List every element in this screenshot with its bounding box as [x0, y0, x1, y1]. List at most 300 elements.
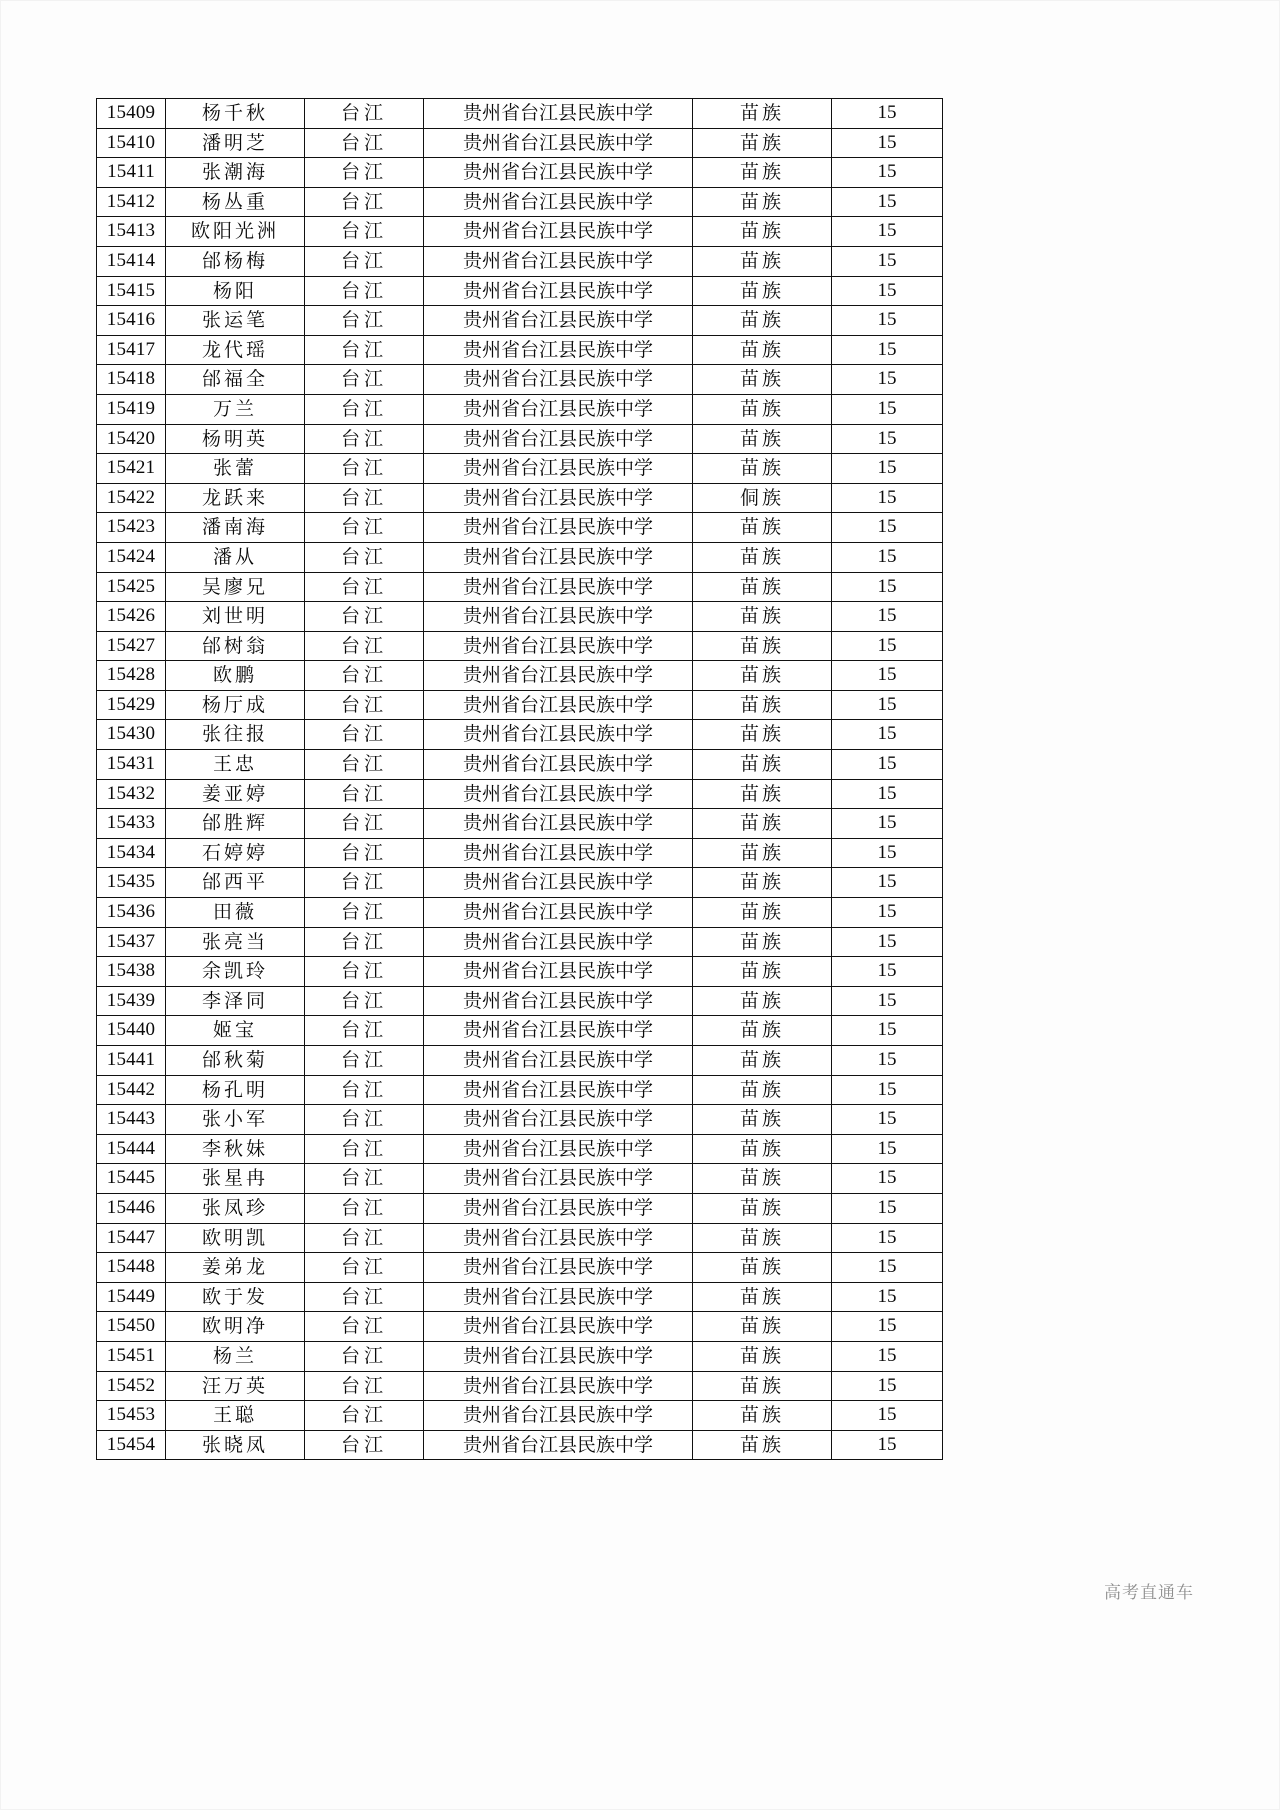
- cell-school: 贵州省台江县民族中学: [424, 779, 693, 809]
- cell-candidate-name: 吴廖兄: [166, 572, 305, 602]
- cell-bonus-score: 15: [832, 365, 943, 395]
- cell-ethnicity: 苗族: [693, 1134, 832, 1164]
- cell-school: 贵州省台江县民族中学: [424, 602, 693, 632]
- cell-county: 台江: [305, 1282, 424, 1312]
- roster-table: [96, 98, 943, 1460]
- table-row: [97, 1401, 943, 1431]
- cell-county: 台江: [305, 306, 424, 336]
- cell-bonus-score: 15: [832, 306, 943, 336]
- cell-bonus-score: 15: [832, 1312, 943, 1342]
- cell-candidate-id: 15440: [97, 1016, 166, 1046]
- cell-bonus-score: 15: [832, 335, 943, 365]
- cell-county: 台江: [305, 809, 424, 839]
- cell-bonus-score: 15: [832, 1134, 943, 1164]
- cell-ethnicity: 苗族: [693, 365, 832, 395]
- cell-candidate-id: 15431: [97, 750, 166, 780]
- cell-bonus-score: 15: [832, 276, 943, 306]
- cell-school: 贵州省台江县民族中学: [424, 838, 693, 868]
- cell-candidate-name: 邰杨梅: [166, 246, 305, 276]
- cell-school: 贵州省台江县民族中学: [424, 158, 693, 188]
- cell-candidate-id: 15414: [97, 246, 166, 276]
- cell-county: 台江: [305, 99, 424, 129]
- cell-county: 台江: [305, 1164, 424, 1194]
- cell-school: 贵州省台江县民族中学: [424, 1075, 693, 1105]
- table-row: [97, 1312, 943, 1342]
- cell-ethnicity: 苗族: [693, 927, 832, 957]
- cell-candidate-id: 15436: [97, 898, 166, 928]
- cell-candidate-name: 张运笔: [166, 306, 305, 336]
- cell-school: 贵州省台江县民族中学: [424, 394, 693, 424]
- cell-candidate-id: 15438: [97, 957, 166, 987]
- cell-candidate-id: 15434: [97, 838, 166, 868]
- cell-county: 台江: [305, 394, 424, 424]
- cell-candidate-id: 15413: [97, 217, 166, 247]
- table-row: [97, 1105, 943, 1135]
- table-row: [97, 1371, 943, 1401]
- cell-ethnicity: 苗族: [693, 454, 832, 484]
- cell-ethnicity: 苗族: [693, 424, 832, 454]
- cell-school: 贵州省台江县民族中学: [424, 454, 693, 484]
- cell-candidate-name: 邰西平: [166, 868, 305, 898]
- cell-ethnicity: 苗族: [693, 217, 832, 247]
- watermark-label: 高考直通车: [1104, 1583, 1194, 1603]
- cell-bonus-score: 15: [832, 690, 943, 720]
- table-row: [97, 335, 943, 365]
- table-row: [97, 779, 943, 809]
- cell-school: 贵州省台江县民族中学: [424, 927, 693, 957]
- cell-candidate-id: 15443: [97, 1105, 166, 1135]
- cell-school: 贵州省台江县民族中学: [424, 661, 693, 691]
- cell-ethnicity: 苗族: [693, 1223, 832, 1253]
- cell-county: 台江: [305, 217, 424, 247]
- roster-table-container: [96, 98, 936, 1460]
- cell-candidate-id: 15420: [97, 424, 166, 454]
- cell-bonus-score: 15: [832, 1430, 943, 1460]
- cell-bonus-score: 15: [832, 1253, 943, 1283]
- table-row: [97, 128, 943, 158]
- table-row: [97, 1016, 943, 1046]
- table-row: [97, 631, 943, 661]
- cell-county: 台江: [305, 602, 424, 632]
- table-row: [97, 809, 943, 839]
- cell-candidate-name: 潘明芝: [166, 128, 305, 158]
- cell-candidate-name: 张蕾: [166, 454, 305, 484]
- cell-ethnicity: 苗族: [693, 898, 832, 928]
- table-row: [97, 1046, 943, 1076]
- cell-candidate-name: 张亮当: [166, 927, 305, 957]
- cell-county: 台江: [305, 424, 424, 454]
- cell-school: 贵州省台江县民族中学: [424, 424, 693, 454]
- cell-ethnicity: 苗族: [693, 868, 832, 898]
- table-row: [97, 246, 943, 276]
- table-row: [97, 217, 943, 247]
- cell-candidate-name: 杨厅成: [166, 690, 305, 720]
- table-row: [97, 957, 943, 987]
- cell-bonus-score: 15: [832, 158, 943, 188]
- cell-candidate-id: 15439: [97, 986, 166, 1016]
- table-row: [97, 690, 943, 720]
- cell-county: 台江: [305, 898, 424, 928]
- cell-bonus-score: 15: [832, 661, 943, 691]
- cell-candidate-id: 15425: [97, 572, 166, 602]
- cell-candidate-id: 15444: [97, 1134, 166, 1164]
- cell-county: 台江: [305, 365, 424, 395]
- cell-school: 贵州省台江县民族中学: [424, 750, 693, 780]
- cell-ethnicity: 苗族: [693, 1341, 832, 1371]
- table-row: [97, 927, 943, 957]
- cell-ethnicity: 苗族: [693, 1105, 832, 1135]
- table-row: [97, 454, 943, 484]
- cell-candidate-name: 杨阳: [166, 276, 305, 306]
- cell-school: 贵州省台江县民族中学: [424, 690, 693, 720]
- cell-bonus-score: 15: [832, 394, 943, 424]
- cell-county: 台江: [305, 246, 424, 276]
- cell-candidate-name: 田薇: [166, 898, 305, 928]
- cell-candidate-id: 15441: [97, 1046, 166, 1076]
- table-row: [97, 513, 943, 543]
- cell-candidate-name: 张晓凤: [166, 1430, 305, 1460]
- cell-candidate-id: 15453: [97, 1401, 166, 1431]
- cell-school: 贵州省台江县民族中学: [424, 1430, 693, 1460]
- cell-county: 台江: [305, 986, 424, 1016]
- cell-school: 贵州省台江县民族中学: [424, 1341, 693, 1371]
- cell-ethnicity: 苗族: [693, 187, 832, 217]
- table-row: [97, 99, 943, 129]
- cell-candidate-id: 15437: [97, 927, 166, 957]
- cell-county: 台江: [305, 128, 424, 158]
- table-row: [97, 306, 943, 336]
- cell-candidate-id: 15433: [97, 809, 166, 839]
- cell-candidate-name: 邰树翁: [166, 631, 305, 661]
- cell-bonus-score: 15: [832, 779, 943, 809]
- cell-ethnicity: 苗族: [693, 394, 832, 424]
- cell-school: 贵州省台江县民族中学: [424, 1193, 693, 1223]
- cell-bonus-score: 15: [832, 1371, 943, 1401]
- cell-bonus-score: 15: [832, 542, 943, 572]
- cell-school: 贵州省台江县民族中学: [424, 868, 693, 898]
- cell-ethnicity: 苗族: [693, 957, 832, 987]
- cell-county: 台江: [305, 779, 424, 809]
- cell-school: 贵州省台江县民族中学: [424, 246, 693, 276]
- cell-bonus-score: 15: [832, 1282, 943, 1312]
- cell-county: 台江: [305, 276, 424, 306]
- cell-candidate-id: 15415: [97, 276, 166, 306]
- cell-school: 贵州省台江县民族中学: [424, 572, 693, 602]
- table-row: [97, 187, 943, 217]
- cell-school: 贵州省台江县民族中学: [424, 1134, 693, 1164]
- cell-candidate-name: 姜弟龙: [166, 1253, 305, 1283]
- cell-candidate-name: 张凤珍: [166, 1193, 305, 1223]
- cell-bonus-score: 15: [832, 246, 943, 276]
- cell-county: 台江: [305, 1046, 424, 1076]
- cell-ethnicity: 苗族: [693, 1401, 832, 1431]
- cell-school: 贵州省台江县民族中学: [424, 542, 693, 572]
- cell-candidate-id: 15428: [97, 661, 166, 691]
- cell-ethnicity: 苗族: [693, 1253, 832, 1283]
- cell-bonus-score: 15: [832, 1075, 943, 1105]
- cell-ethnicity: 苗族: [693, 158, 832, 188]
- table-row: [97, 1075, 943, 1105]
- cell-ethnicity: 苗族: [693, 513, 832, 543]
- table-row: [97, 1282, 943, 1312]
- cell-county: 台江: [305, 868, 424, 898]
- cell-candidate-name: 龙代瑶: [166, 335, 305, 365]
- cell-county: 台江: [305, 957, 424, 987]
- cell-school: 贵州省台江县民族中学: [424, 217, 693, 247]
- cell-county: 台江: [305, 572, 424, 602]
- cell-ethnicity: 苗族: [693, 335, 832, 365]
- cell-candidate-id: 15427: [97, 631, 166, 661]
- cell-candidate-id: 15410: [97, 128, 166, 158]
- cell-candidate-name: 余凯玲: [166, 957, 305, 987]
- cell-candidate-name: 张小军: [166, 1105, 305, 1135]
- cell-county: 台江: [305, 187, 424, 217]
- cell-bonus-score: 15: [832, 1223, 943, 1253]
- cell-school: 贵州省台江县民族中学: [424, 365, 693, 395]
- table-row: [97, 1341, 943, 1371]
- cell-candidate-name: 潘从: [166, 542, 305, 572]
- cell-bonus-score: 15: [832, 927, 943, 957]
- cell-candidate-name: 刘世明: [166, 602, 305, 632]
- table-row: [97, 394, 943, 424]
- cell-bonus-score: 15: [832, 128, 943, 158]
- cell-county: 台江: [305, 1341, 424, 1371]
- cell-ethnicity: 苗族: [693, 1371, 832, 1401]
- cell-candidate-name: 张潮海: [166, 158, 305, 188]
- cell-school: 贵州省台江县民族中学: [424, 1223, 693, 1253]
- cell-candidate-id: 15411: [97, 158, 166, 188]
- cell-ethnicity: 苗族: [693, 99, 832, 129]
- table-row: [97, 1193, 943, 1223]
- cell-ethnicity: 苗族: [693, 1282, 832, 1312]
- cell-county: 台江: [305, 1134, 424, 1164]
- cell-bonus-score: 15: [832, 1016, 943, 1046]
- cell-candidate-id: 15423: [97, 513, 166, 543]
- cell-candidate-id: 15409: [97, 99, 166, 129]
- cell-county: 台江: [305, 335, 424, 365]
- cell-school: 贵州省台江县民族中学: [424, 513, 693, 543]
- cell-school: 贵州省台江县民族中学: [424, 1253, 693, 1283]
- cell-candidate-id: 15448: [97, 1253, 166, 1283]
- cell-county: 台江: [305, 1312, 424, 1342]
- cell-candidate-name: 杨丛重: [166, 187, 305, 217]
- cell-county: 台江: [305, 1253, 424, 1283]
- cell-bonus-score: 15: [832, 217, 943, 247]
- cell-bonus-score: 15: [832, 750, 943, 780]
- table-row: [97, 276, 943, 306]
- cell-ethnicity: 苗族: [693, 246, 832, 276]
- cell-candidate-name: 王聪: [166, 1401, 305, 1431]
- table-row: [97, 750, 943, 780]
- cell-bonus-score: 15: [832, 424, 943, 454]
- cell-school: 贵州省台江县民族中学: [424, 1016, 693, 1046]
- cell-candidate-name: 张星冉: [166, 1164, 305, 1194]
- cell-candidate-id: 15435: [97, 868, 166, 898]
- cell-school: 贵州省台江县民族中学: [424, 957, 693, 987]
- cell-ethnicity: 苗族: [693, 1193, 832, 1223]
- cell-candidate-id: 15426: [97, 602, 166, 632]
- cell-candidate-id: 15454: [97, 1430, 166, 1460]
- cell-county: 台江: [305, 158, 424, 188]
- cell-ethnicity: 苗族: [693, 986, 832, 1016]
- table-row: [97, 898, 943, 928]
- cell-bonus-score: 15: [832, 898, 943, 928]
- cell-county: 台江: [305, 631, 424, 661]
- cell-ethnicity: 苗族: [693, 1312, 832, 1342]
- cell-county: 台江: [305, 1430, 424, 1460]
- cell-school: 贵州省台江县民族中学: [424, 809, 693, 839]
- cell-county: 台江: [305, 838, 424, 868]
- cell-school: 贵州省台江县民族中学: [424, 1401, 693, 1431]
- cell-candidate-name: 杨千秋: [166, 99, 305, 129]
- cell-ethnicity: 苗族: [693, 572, 832, 602]
- cell-candidate-name: 欧鹏: [166, 661, 305, 691]
- cell-candidate-name: 欧明净: [166, 1312, 305, 1342]
- cell-school: 贵州省台江县民族中学: [424, 128, 693, 158]
- cell-county: 台江: [305, 750, 424, 780]
- table-row: [97, 158, 943, 188]
- cell-ethnicity: 苗族: [693, 1075, 832, 1105]
- cell-school: 贵州省台江县民族中学: [424, 1164, 693, 1194]
- cell-school: 贵州省台江县民族中学: [424, 187, 693, 217]
- table-row: [97, 365, 943, 395]
- cell-ethnicity: 苗族: [693, 661, 832, 691]
- cell-ethnicity: 苗族: [693, 276, 832, 306]
- cell-candidate-name: 邰秋菊: [166, 1046, 305, 1076]
- cell-candidate-name: 邰福全: [166, 365, 305, 395]
- cell-candidate-name: 龙跃来: [166, 483, 305, 513]
- cell-bonus-score: 15: [832, 1164, 943, 1194]
- cell-candidate-id: 15430: [97, 720, 166, 750]
- cell-county: 台江: [305, 513, 424, 543]
- cell-ethnicity: 苗族: [693, 838, 832, 868]
- cell-school: 贵州省台江县民族中学: [424, 306, 693, 336]
- cell-bonus-score: 15: [832, 1105, 943, 1135]
- table-row: [97, 1223, 943, 1253]
- table-row: [97, 1253, 943, 1283]
- table-row: [97, 868, 943, 898]
- table-row: [97, 661, 943, 691]
- cell-school: 贵州省台江县民族中学: [424, 1046, 693, 1076]
- cell-candidate-id: 15422: [97, 483, 166, 513]
- table-row: [97, 1430, 943, 1460]
- table-row: [97, 1164, 943, 1194]
- roster-table-body: [97, 99, 943, 1460]
- cell-ethnicity: 苗族: [693, 779, 832, 809]
- cell-ethnicity: 苗族: [693, 809, 832, 839]
- cell-candidate-id: 15446: [97, 1193, 166, 1223]
- cell-ethnicity: 苗族: [693, 750, 832, 780]
- cell-candidate-id: 15421: [97, 454, 166, 484]
- table-row: [97, 720, 943, 750]
- cell-candidate-name: 姬宝: [166, 1016, 305, 1046]
- cell-school: 贵州省台江县民族中学: [424, 276, 693, 306]
- cell-bonus-score: 15: [832, 868, 943, 898]
- cell-candidate-id: 15449: [97, 1282, 166, 1312]
- cell-school: 贵州省台江县民族中学: [424, 335, 693, 365]
- cell-county: 台江: [305, 1193, 424, 1223]
- cell-ethnicity: 苗族: [693, 1430, 832, 1460]
- cell-bonus-score: 15: [832, 513, 943, 543]
- cell-ethnicity: 苗族: [693, 1016, 832, 1046]
- cell-school: 贵州省台江县民族中学: [424, 631, 693, 661]
- cell-bonus-score: 15: [832, 986, 943, 1016]
- cell-county: 台江: [305, 720, 424, 750]
- table-row: [97, 483, 943, 513]
- cell-candidate-name: 汪万英: [166, 1371, 305, 1401]
- cell-candidate-id: 15432: [97, 779, 166, 809]
- cell-school: 贵州省台江县民族中学: [424, 720, 693, 750]
- cell-ethnicity: 苗族: [693, 690, 832, 720]
- cell-candidate-id: 15418: [97, 365, 166, 395]
- cell-bonus-score: 15: [832, 1401, 943, 1431]
- cell-candidate-id: 15450: [97, 1312, 166, 1342]
- cell-bonus-score: 15: [832, 454, 943, 484]
- cell-candidate-id: 15419: [97, 394, 166, 424]
- cell-county: 台江: [305, 1223, 424, 1253]
- cell-school: 贵州省台江县民族中学: [424, 99, 693, 129]
- cell-county: 台江: [305, 454, 424, 484]
- cell-school: 贵州省台江县民族中学: [424, 1105, 693, 1135]
- cell-candidate-id: 15447: [97, 1223, 166, 1253]
- cell-bonus-score: 15: [832, 187, 943, 217]
- cell-bonus-score: 15: [832, 809, 943, 839]
- cell-candidate-name: 欧明凯: [166, 1223, 305, 1253]
- cell-school: 贵州省台江县民族中学: [424, 1312, 693, 1342]
- cell-candidate-name: 杨明英: [166, 424, 305, 454]
- cell-candidate-name: 潘南海: [166, 513, 305, 543]
- cell-candidate-name: 邰胜辉: [166, 809, 305, 839]
- cell-school: 贵州省台江县民族中学: [424, 898, 693, 928]
- cell-bonus-score: 15: [832, 720, 943, 750]
- cell-candidate-name: 欧阳光洲: [166, 217, 305, 247]
- cell-bonus-score: 15: [832, 1341, 943, 1371]
- cell-county: 台江: [305, 1016, 424, 1046]
- cell-candidate-name: 万兰: [166, 394, 305, 424]
- cell-candidate-id: 15417: [97, 335, 166, 365]
- cell-ethnicity: 苗族: [693, 720, 832, 750]
- cell-school: 贵州省台江县民族中学: [424, 483, 693, 513]
- cell-candidate-name: 欧于发: [166, 1282, 305, 1312]
- cell-ethnicity: 苗族: [693, 1164, 832, 1194]
- cell-ethnicity: 苗族: [693, 128, 832, 158]
- cell-ethnicity: 苗族: [693, 542, 832, 572]
- cell-county: 台江: [305, 1075, 424, 1105]
- cell-county: 台江: [305, 542, 424, 572]
- cell-county: 台江: [305, 690, 424, 720]
- cell-bonus-score: 15: [832, 1193, 943, 1223]
- cell-ethnicity: 苗族: [693, 1046, 832, 1076]
- cell-school: 贵州省台江县民族中学: [424, 1371, 693, 1401]
- cell-candidate-name: 王忠: [166, 750, 305, 780]
- cell-candidate-id: 15424: [97, 542, 166, 572]
- cell-county: 台江: [305, 661, 424, 691]
- cell-county: 台江: [305, 927, 424, 957]
- cell-bonus-score: 15: [832, 1046, 943, 1076]
- cell-county: 台江: [305, 1401, 424, 1431]
- cell-bonus-score: 15: [832, 602, 943, 632]
- cell-candidate-name: 杨孔明: [166, 1075, 305, 1105]
- cell-bonus-score: 15: [832, 957, 943, 987]
- cell-candidate-id: 15442: [97, 1075, 166, 1105]
- cell-school: 贵州省台江县民族中学: [424, 1282, 693, 1312]
- cell-candidate-id: 15416: [97, 306, 166, 336]
- cell-county: 台江: [305, 483, 424, 513]
- cell-bonus-score: 15: [832, 838, 943, 868]
- cell-candidate-name: 姜亚婷: [166, 779, 305, 809]
- cell-ethnicity: 苗族: [693, 602, 832, 632]
- cell-school: 贵州省台江县民族中学: [424, 986, 693, 1016]
